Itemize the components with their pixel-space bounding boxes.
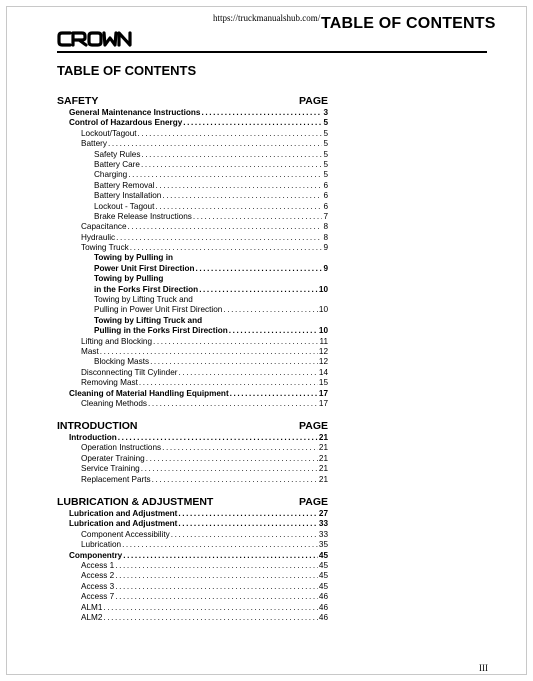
toc-entry-page: 46	[318, 612, 328, 622]
dot-leader	[150, 357, 318, 367]
source-url: https://truckmanualshub.com/	[213, 13, 321, 23]
toc-entry[interactable]	[57, 264, 328, 274]
toc-entry[interactable]	[57, 274, 328, 284]
toc-entry-label: Access 7	[81, 592, 115, 602]
toc-entry-label: Component Accessibility	[81, 529, 170, 539]
section-title: SAFETY	[57, 95, 99, 107]
toc-entry[interactable]	[57, 337, 328, 347]
dot-leader	[162, 191, 322, 201]
toc-entry[interactable]	[57, 357, 328, 367]
toc-entry-label: ALM2	[81, 612, 103, 622]
toc-entry-page: 12	[318, 346, 328, 356]
toc-entry-label: Battery Removal	[94, 180, 155, 190]
toc-entry-label: in the Forks First Direction	[94, 284, 199, 294]
dot-leader	[141, 150, 322, 160]
dot-leader	[178, 509, 317, 519]
dot-leader	[230, 389, 318, 399]
toc-entry[interactable]	[57, 139, 328, 149]
dot-leader	[100, 347, 318, 357]
toc-entry-page: 21	[318, 453, 328, 463]
toc-entries	[57, 509, 328, 623]
toc-entry[interactable]	[57, 582, 328, 592]
toc-entry-label: Lubrication and Adjustment	[69, 509, 178, 518]
toc-entry-page: 10	[318, 284, 328, 294]
toc-entry[interactable]	[57, 603, 328, 613]
toc-entry-label: Mast	[81, 346, 99, 356]
toc-entry-page: 45	[318, 550, 328, 560]
toc-entry[interactable]	[57, 129, 328, 139]
toc-entry-label: Lifting and Blocking	[81, 336, 153, 346]
toc-entry[interactable]	[57, 191, 328, 201]
toc-entry[interactable]	[57, 519, 328, 529]
toc-entry-label: Lockout - Tagout	[94, 201, 155, 211]
dot-leader	[115, 592, 318, 602]
toc-entry-page: 45	[318, 571, 328, 581]
dot-leader	[115, 582, 318, 592]
toc-entry-label: Towing by Pulling in	[94, 253, 173, 263]
dot-leader	[183, 118, 322, 128]
toc-entry-label: Brake Release Instructions	[94, 211, 192, 221]
dot-leader	[115, 561, 318, 571]
toc-entry[interactable]	[57, 433, 328, 443]
toc-entry[interactable]	[57, 368, 328, 378]
toc-entry-page: 7	[323, 211, 328, 221]
dot-leader	[199, 285, 318, 295]
toc-entry-label: Cleaning of Material Handling Equipment	[69, 388, 229, 398]
page-column-label: PAGE	[299, 420, 328, 432]
dot-leader	[196, 264, 323, 274]
toc-entry-label: Blocking Masts	[94, 357, 150, 367]
toc-entry-page: 17	[318, 388, 328, 398]
toc-entry-page: 8	[323, 232, 328, 242]
toc-entry-label: Towing Truck	[81, 243, 129, 253]
dot-leader	[193, 212, 323, 222]
toc-entry[interactable]	[57, 571, 328, 581]
toc-entry[interactable]	[57, 551, 328, 561]
dot-leader	[223, 305, 318, 315]
toc-entry-page: 9	[323, 243, 328, 253]
toc-entry-label: Introduction	[69, 433, 117, 442]
dot-leader	[146, 454, 318, 464]
toc-entry[interactable]	[57, 108, 328, 118]
toc-entry-label: Control of Hazardous Energy	[69, 118, 183, 128]
toc-entry-page: 21	[318, 443, 328, 453]
toc-entry-label: Componentry	[69, 550, 123, 560]
dot-leader	[148, 399, 318, 409]
toc-entry-page: 35	[318, 540, 328, 550]
dot-leader	[202, 108, 323, 118]
toc-entry-label: Hydraulic	[81, 232, 116, 242]
toc-entry[interactable]	[57, 454, 328, 464]
toc-entry-page: 46	[318, 602, 328, 612]
toc-entry-label: Pulling in the Forks First Direction	[94, 326, 228, 336]
section-heading	[57, 420, 328, 432]
toc-entry-page: 5	[323, 170, 328, 180]
dot-leader	[116, 233, 322, 243]
toc-entry-page: 14	[318, 367, 328, 377]
toc-entry-page: 5	[323, 139, 328, 149]
toc-entry[interactable]	[57, 316, 328, 326]
toc-entry[interactable]	[57, 233, 328, 243]
toc-entry-label: Removing Mast	[81, 378, 138, 388]
toc-entry[interactable]	[57, 464, 328, 474]
toc-entry[interactable]	[57, 613, 328, 623]
toc-entry-page: 3	[323, 108, 328, 117]
toc-section-safety	[57, 95, 328, 409]
dot-leader	[122, 540, 318, 550]
toc-entry-label: Battery	[81, 139, 107, 149]
toc-entry-page: 45	[318, 581, 328, 591]
toc-entry[interactable]	[57, 443, 328, 453]
document-title: TABLE OF CONTENTS	[57, 63, 197, 78]
toc-entry-label: Cleaning Methods	[81, 398, 147, 408]
toc-entry-label: Towing by Pulling	[94, 274, 164, 284]
toc-entry[interactable]	[57, 509, 328, 519]
toc-entry[interactable]	[57, 530, 328, 540]
toc-section-introduction	[57, 420, 328, 485]
crown-logo	[57, 30, 133, 48]
dot-leader	[156, 181, 323, 191]
toc-entry[interactable]	[57, 160, 328, 170]
toc-entry-label: Service Training	[81, 464, 140, 474]
toc-entry-label: Disconnecting Tilt Cylinder	[81, 367, 178, 377]
toc-entry-page: 12	[318, 357, 328, 367]
toc-entry[interactable]	[57, 118, 328, 128]
toc-entry[interactable]	[57, 326, 328, 336]
toc-entry-page: 27	[318, 509, 328, 518]
dot-leader	[178, 519, 317, 529]
toc-entry[interactable]	[57, 592, 328, 602]
toc-entry[interactable]	[57, 212, 328, 222]
toc-entry-page: 6	[323, 180, 328, 190]
toc-entry[interactable]	[57, 475, 328, 485]
toc-entry[interactable]	[57, 540, 328, 550]
dot-leader	[118, 433, 318, 443]
toc-entry-page: 6	[323, 191, 328, 201]
toc-entry-page: 21	[318, 474, 328, 484]
toc-entry-label: Access 1	[81, 560, 115, 570]
dot-leader	[141, 160, 322, 170]
dot-leader	[171, 530, 318, 540]
toc-entry[interactable]	[57, 170, 328, 180]
toc-entry-label: Towing by Lifting Truck and	[94, 315, 203, 325]
toc-entry-label: Towing by Lifting Truck and	[94, 295, 193, 305]
toc-entry[interactable]	[57, 295, 328, 305]
page-column-label: PAGE	[299, 95, 328, 107]
dot-leader	[141, 464, 318, 474]
section-heading	[57, 95, 328, 107]
toc-entry[interactable]	[57, 305, 328, 315]
toc-entry[interactable]	[57, 347, 328, 357]
toc-entry[interactable]	[57, 378, 328, 388]
page-column-label: PAGE	[299, 496, 328, 508]
toc-entry[interactable]	[57, 202, 328, 212]
dot-leader	[128, 170, 322, 180]
toc-entry-page: 17	[318, 398, 328, 408]
dot-leader	[229, 326, 318, 336]
toc-entry-label: General Maintenance Instructions	[69, 108, 201, 117]
section-title: INTRODUCTION	[57, 420, 138, 432]
toc-entry-page: 5	[323, 128, 328, 138]
toc-entry-page: 46	[318, 592, 328, 602]
section-title: LUBRICATION & ADJUSTMENT	[57, 496, 214, 508]
header-rule	[57, 51, 487, 53]
toc-entry-label: Lubrication and Adjustment	[69, 519, 178, 529]
toc-entry-label: Access 2	[81, 571, 115, 581]
toc-entry[interactable]	[57, 243, 328, 253]
toc-entry[interactable]	[57, 285, 328, 295]
dot-leader	[178, 368, 317, 378]
toc-entry-label: Lockout/Tagout	[81, 128, 137, 138]
toc-entry[interactable]	[57, 181, 328, 191]
toc-entry-label: Battery Installation	[94, 191, 162, 201]
toc-entry-page: 33	[318, 519, 328, 529]
toc-section-lubrication	[57, 496, 328, 623]
dot-leader	[162, 443, 318, 453]
toc-entry-page: 15	[318, 378, 328, 388]
page-number: III	[479, 663, 488, 673]
toc-entry-page: 6	[323, 201, 328, 211]
toc-entry-label: ALM1	[81, 602, 103, 612]
toc-entry-page: 11	[319, 336, 328, 346]
toc-entry-label: Operation Instructions	[81, 443, 162, 453]
toc-entry-page: 5	[323, 118, 328, 128]
toc-entry-label: Replacement Parts	[81, 474, 151, 484]
toc-entry[interactable]	[57, 222, 328, 232]
dot-leader	[130, 243, 323, 253]
dot-leader	[103, 603, 318, 613]
toc-entry-page: 10	[318, 305, 328, 315]
toc-entry-label: Access 3	[81, 581, 115, 591]
toc-entry-label: Charging	[94, 170, 128, 180]
dot-leader	[103, 613, 318, 623]
toc-entry-page: 10	[318, 326, 328, 336]
dot-leader	[139, 378, 318, 388]
toc-entry-page: 21	[318, 464, 328, 474]
toc-entry-label: Lubrication	[81, 540, 122, 550]
toc-entry[interactable]	[57, 561, 328, 571]
toc-entry-page: 33	[318, 529, 328, 539]
toc-entry-label: Power Unit First Direction	[94, 263, 195, 273]
toc-entries	[57, 433, 328, 485]
toc-entry-page: 8	[323, 222, 328, 232]
toc-entry-label: Safety Rules	[94, 149, 141, 159]
toc-entries	[57, 108, 328, 409]
toc-entry-label: Operater Training	[81, 453, 145, 463]
toc-entry[interactable]	[57, 399, 328, 409]
dot-leader	[108, 139, 322, 149]
toc-entry-page: 21	[318, 433, 328, 442]
dot-leader	[152, 475, 318, 485]
dot-leader	[115, 571, 318, 581]
dot-leader	[153, 337, 318, 347]
dot-leader	[128, 222, 323, 232]
toc-entry-page: 9	[323, 263, 328, 273]
toc-entry-page: 5	[323, 159, 328, 169]
toc-entry[interactable]	[57, 253, 328, 263]
toc-entry-label: Capacitance	[81, 222, 127, 232]
toc-entry-page: 45	[318, 560, 328, 570]
section-heading	[57, 496, 328, 508]
dot-leader	[138, 129, 323, 139]
toc-entry-label: Pulling in Power Unit First Direction	[94, 305, 223, 315]
dot-leader	[155, 202, 322, 212]
toc-entry-page: 5	[323, 149, 328, 159]
toc-entry[interactable]	[57, 150, 328, 160]
header-title: TABLE OF CONTENTS	[321, 15, 496, 32]
toc-entry[interactable]	[57, 389, 328, 399]
dot-leader	[123, 551, 318, 561]
toc-entry-label: Battery Care	[94, 159, 140, 169]
